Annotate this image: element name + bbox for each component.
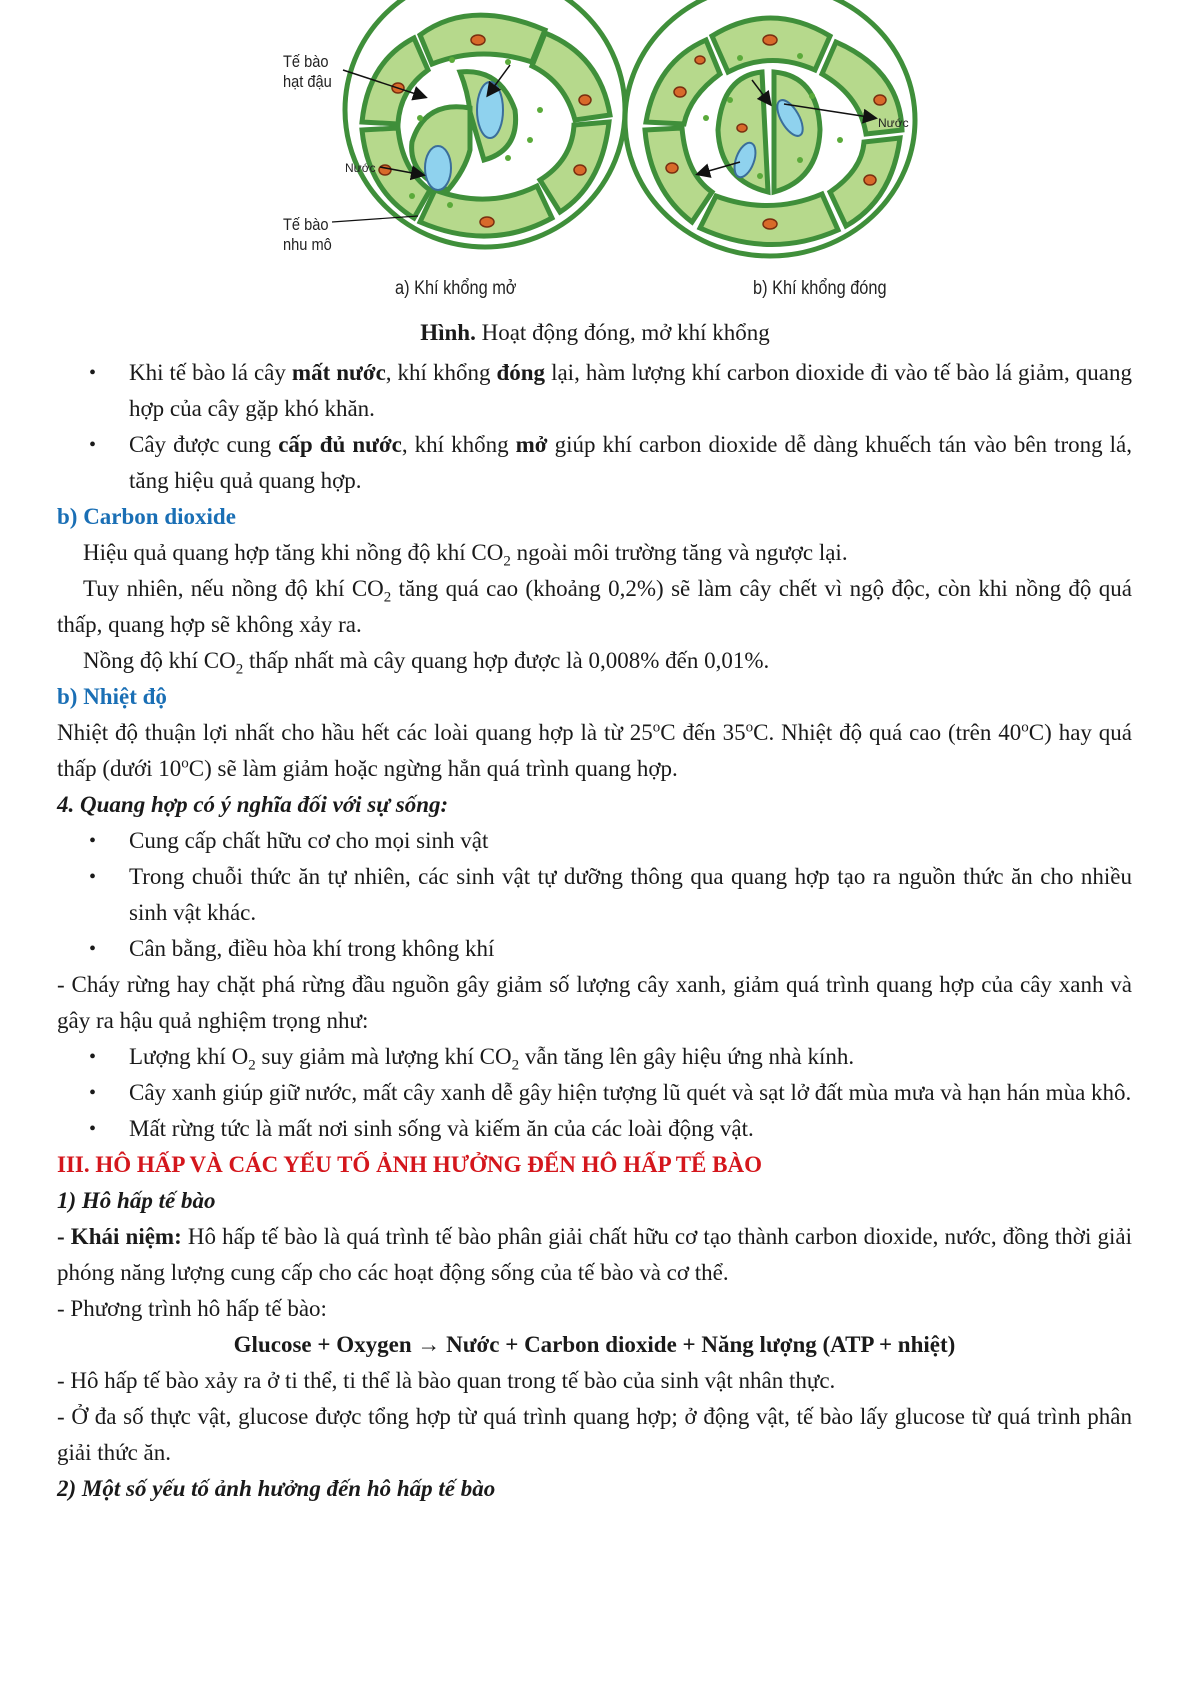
label-parenchyma: Tế bào nhu mô: [283, 215, 332, 254]
subheading-cell-respiration: 1) Hô hấp tế bào: [57, 1188, 216, 1213]
subheading-factors: 2) Một số yếu tố ảnh hưởng đến hô hấp tế bào: [57, 1476, 496, 1501]
section-heading-respiration: III. HÔ HẤP VÀ CÁC YẾU TỐ ẢNH HƯỞNG ĐẾN HÔ HẤP TẾ BÀO: [57, 1152, 762, 1177]
paragraph: - Cháy rừng hay chặt phá rừng đầu nguồn gây giảm số lượng cây xanh, giảm quá trình quang hợp của cây xanh và gây ra hậu quả nghiệm trọng như:: [57, 972, 1132, 1033]
list-item: • Mất rừng tức là mất nơi sinh sống và kiếm ăn của các loài động vật.: [57, 1111, 1132, 1147]
paragraph: - Khái niệm: Hô hấp tế bào là quá trình tế bào phân giải chất hữu cơ tạo thành carbon dioxide, nước, đồng thời giải phóng năng lượng cung cấp cho các hoạt động sống của tế bào và cơ thể.: [57, 1224, 1132, 1285]
heading-meaning: 4. Quang hợp có ý nghĩa đối với sự sống:: [57, 792, 449, 817]
label-guard-cell: Tế bào hạt đậu: [283, 52, 332, 91]
list-item: • Cung cấp chất hữu cơ cho mọi sinh vật: [57, 823, 1132, 859]
paragraph: - Ở đa số thực vật, glucose được tổng hợp từ quá trình quang hợp; ở động vật, tế bào lấy glucose từ quá trình phân giải thức ăn.: [57, 1404, 1132, 1465]
list-item: • Khi tế bào lá cây mất nước, khí khổng đóng lại, hàm lượng khí carbon dioxide đi vào tế bào lá giảm, quang hợp của cây gặp khó khăn.: [57, 355, 1132, 427]
respiration-equation: Glucose + Oxygen → Nước + Carbon dioxide + Năng lượng (ATP + nhiệt): [233, 1332, 956, 1357]
label-water-left: Nước: [345, 161, 376, 175]
figure-caption: Hình. Hoạt động đóng, mở khí khổng: [420, 320, 770, 345]
paragraph: Tuy nhiên, nếu nồng độ khí $CO_2$ tăng quá cao (khoảng 0,2%) sẽ làm cây chết vì ngộ độc, còn khi nồng độ quá thấp, quang hợp sẽ không xảy ra.: [57, 576, 1132, 637]
list-item: • Cây xanh giúp giữ nước, mất cây xanh dễ gây hiện tượng lũ quét và sạt lở đất mùa mưa và hạn hán mùa khô.: [57, 1075, 1132, 1111]
stomata-figure: [0, 0, 1190, 310]
list-item: • Trong chuỗi thức ăn tự nhiên, các sinh vật tự dưỡng thông qua quang hợp tạo ra nguồn thức ăn cho nhiều sinh vật khác.: [57, 859, 1132, 931]
heading-carbon-dioxide: b) Carbon dioxide: [57, 504, 236, 529]
stomata-illustration: [0, 0, 1190, 310]
label-water-right: Nước: [878, 116, 909, 130]
paragraph: Nhiệt độ thuận lợi nhất cho hầu hết các loài quang hợp là từ 25$^o$C đến 35$^o$C. Nhiệt độ quá cao (trên 40$^o$C) hay quá thấp (dưới 10$^o$C) sẽ làm giảm hoặc ngừng hẳn quá trình quang hợp.: [57, 719, 1133, 781]
list-item: • Cân bằng, điều hòa khí trong không khí: [57, 931, 1132, 967]
heading-temperature: b) Nhiệt độ: [57, 684, 167, 709]
open-stoma-drawing: [332, 0, 625, 247]
paragraph: - Phương trình hô hấp tế bào:: [57, 1296, 327, 1321]
paragraph: Hiệu quả quang hợp tăng khi nồng độ khí $CO_2$ ngoài môi trường tăng và ngược lại.: [83, 540, 848, 570]
subcaption-open: a) Khí khổng mở: [395, 278, 517, 299]
paragraph: Nồng độ khí $CO_2$ thấp nhất mà cây quang hợp được là 0,008% đến 0,01%.: [83, 648, 770, 678]
closed-stoma-drawing: [625, 0, 915, 256]
subcaption-closed: b) Khí khổng đóng: [753, 278, 887, 299]
list-item: • Lượng khí $O_2$ suy giảm mà lượng khí $CO_2$ vẫn tăng lên gây hiệu ứng nhà kính.: [57, 1039, 1132, 1075]
main-content: [57, 355, 1132, 1507]
list-item: • Cây được cung cấp đủ nước, khí khổng mở giúp khí carbon dioxide dễ dàng khuếch tán vào bên trong lá, tăng hiệu quả quang hợp.: [57, 427, 1132, 499]
paragraph: - Hô hấp tế bào xảy ra ở ti thể, ti thể là bào quan trong tế bào của sinh vật nhân thực.: [57, 1368, 836, 1393]
